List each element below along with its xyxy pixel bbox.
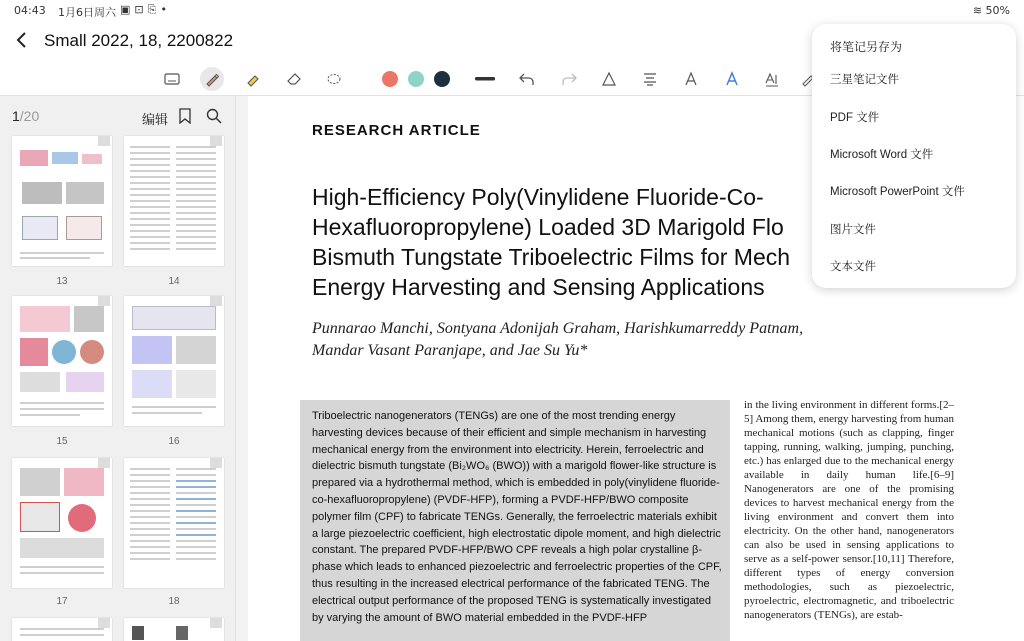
total-pages: /20 — [19, 108, 40, 124]
title-line: Hexafluoropropylene) Loaded 3D Marigold Flo — [312, 214, 784, 240]
color-red[interactable] — [382, 71, 398, 87]
save-as-menu — [812, 24, 1016, 288]
authors — [312, 318, 932, 362]
authors-line: Punnarao Manchi, Sontyana Adonijah Graham, Harishkumarreddy Patnam, — [312, 320, 804, 337]
page-thumbnail[interactable] — [12, 458, 112, 588]
status-date: 1月6日周六 — [58, 6, 116, 19]
screenshot-icon: ▣ — [120, 3, 135, 16]
menu-item-text[interactable]: 文本文件 — [830, 261, 876, 273]
text-box-icon[interactable] — [760, 67, 784, 91]
page-thumbnail[interactable] — [12, 618, 112, 641]
wifi-icon: ≋ — [972, 4, 983, 17]
lasso-icon[interactable] — [322, 67, 346, 91]
ai-text-icon[interactable] — [720, 67, 744, 91]
document-title: Small 2022, 18, 2200822 — [44, 31, 234, 50]
eraser-icon[interactable] — [282, 67, 306, 91]
page-thumbnail[interactable] — [124, 136, 224, 266]
page-thumbnail[interactable] — [124, 618, 224, 641]
thumbnail-number: 16 — [168, 436, 180, 447]
page-thumbnail[interactable] — [12, 296, 112, 426]
page-thumbnail[interactable] — [124, 296, 224, 426]
keyboard-icon[interactable] — [160, 67, 184, 91]
page-indicator — [12, 108, 39, 124]
search-icon[interactable] — [206, 108, 222, 124]
menu-item-pdf[interactable]: PDF 文件 — [830, 112, 880, 124]
title-line: Energy Harvesting and Sensing Applications — [312, 274, 765, 300]
status-icons — [120, 3, 171, 17]
article-type: RESEARCH ARTICLE — [312, 122, 481, 139]
bookmark-icon[interactable] — [178, 108, 192, 124]
text-align-icon[interactable] — [638, 67, 662, 91]
pen-icon[interactable] — [200, 67, 224, 91]
page-thumbnail[interactable] — [124, 458, 224, 588]
color-teal[interactable] — [408, 71, 424, 87]
abstract-text: Triboelectric nanogenerators (TENGs) are one of the most trending energy harvesting devices because of their efficient and simple mechanism in harvesting mechanical energy from the environment into electricity. Herein, ferroelectric and dielectric bismuth tungstate (Bi₂WO₆ (BWO)) with a marigold flower-like structure is prepared via a hydrothermal method, which is embedded in poly(vinylidene fluoride-co-hexafluoropropylene) (PVDF-HFP), forming a PVDF-HFP/BWO composite polymer film (CPF) to fabricate TENGs. Generally, the ferroelectric materials exhibit a large piezoelectric coefficient, high electrostatic dipole moment, and high dielectric constant. The prepared PVDF-HFP/BWO CPF reveals a high polar crystalline β-phase which leads to enhanced piezoelectric and ferroelectric properties of the CPF, thus resulting in the increased electrical performance of the fabricated TENG. The electrical output performance of the proposed TENG is systematically investigated by varying the amount of BWO material embedded in the PVDF-HFP — [312, 410, 722, 624]
thumbnail-number: 18 — [168, 596, 180, 607]
text-style-icon[interactable] — [679, 67, 703, 91]
undo-icon[interactable] — [515, 67, 539, 91]
stroke-width-icon[interactable] — [473, 67, 497, 91]
shape-pen-icon[interactable] — [597, 67, 621, 91]
menu-item-image[interactable]: 图片文件 — [830, 224, 876, 236]
battery-level: 50% — [985, 4, 1010, 17]
thumbnail-number: 15 — [56, 436, 68, 447]
thumbnail-number: 13 — [56, 276, 68, 287]
status-time: 04:43 — [14, 4, 46, 17]
thumbnail-number: 17 — [56, 596, 68, 607]
redo-icon[interactable] — [557, 67, 581, 91]
highlighter-icon[interactable] — [241, 67, 265, 91]
menu-item-samsung-notes[interactable]: 三星笔记文件 — [830, 74, 899, 86]
title-line: High-Efficiency Poly(Vinylidene Fluoride-Co- — [312, 184, 764, 210]
current-page: 1 — [12, 108, 20, 124]
body-text: in the living environment in different forms.[2–5] Among them, energy harvesting from human mechanical motions (such as clapping, finger tapping, running, walking, jumping, punching, etc.) has enlarged due to the mechanical energy available in daily human life.[6–9] Nanogenerators are one of the promising devices to harvest mechanical energy from the living environment and convert them into electricity. On the other hand, nanogenerators can also be used in sensing applications to serve as a self-power sensor.[10,11] Therefore, different types of energy conversion methodologies, such as piezoelectric, pyroelectric, electromagnetic, and triboelectric nanogenerators (TENGs), are estab- — [744, 399, 954, 621]
menu-item-word[interactable]: Microsoft Word 文件 — [830, 149, 934, 161]
back-icon[interactable] — [14, 30, 28, 54]
status-right — [973, 4, 1010, 17]
dot-icon: • — [160, 3, 171, 16]
page-sidebar — [0, 96, 236, 641]
edit-button[interactable]: 编辑 — [142, 113, 169, 128]
page-thumbnail[interactable] — [12, 136, 112, 266]
color-navy[interactable] — [434, 71, 450, 87]
share-icon: ⎘ — [147, 3, 161, 16]
paper-title — [312, 182, 872, 302]
authors-line: Mandar Vasant Paranjape, and Jae Su Yu* — [312, 342, 588, 359]
menu-item-powerpoint[interactable]: Microsoft PowerPoint 文件 — [830, 186, 965, 198]
status-bar — [0, 0, 1024, 22]
thumbnail-number: 14 — [168, 276, 180, 287]
title-line: Bismuth Tungstate Triboelectric Films for Mech — [312, 244, 791, 270]
menu-title: 将笔记另存为 — [830, 40, 903, 54]
scan-icon: ⊡ — [134, 3, 148, 16]
